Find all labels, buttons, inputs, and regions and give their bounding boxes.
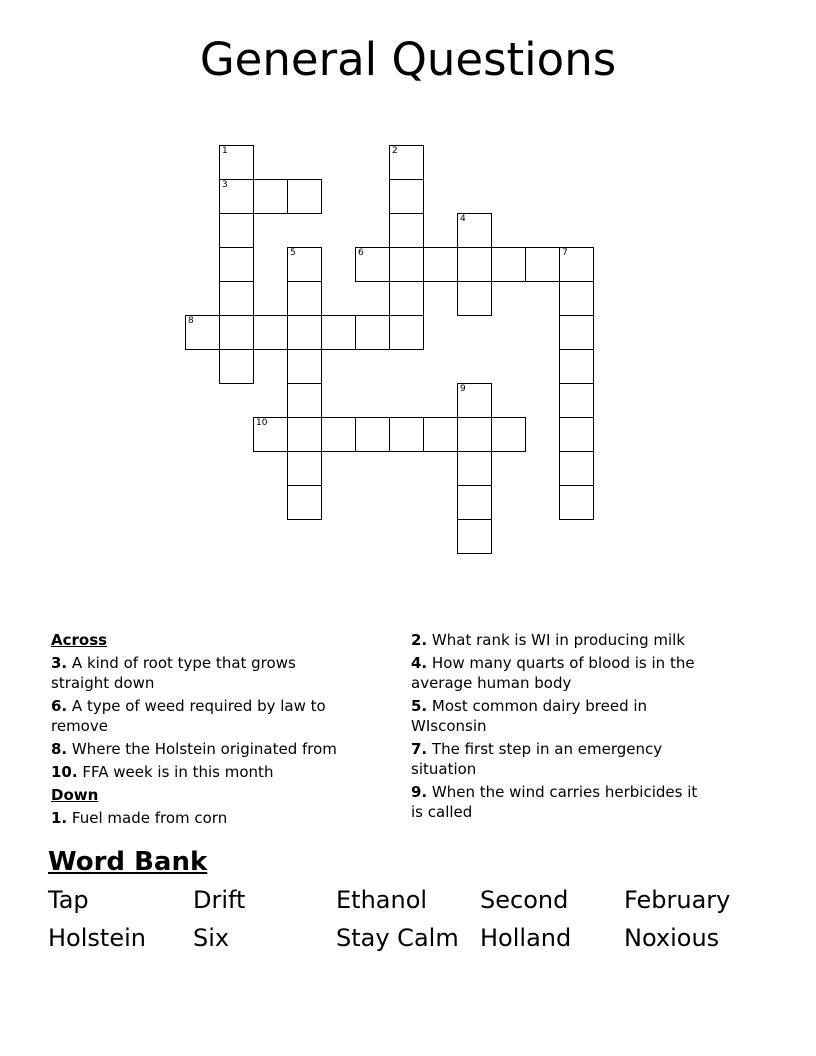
cell-number: 7 (562, 248, 568, 258)
crossword-cell (287, 451, 322, 486)
crossword-grid (185, 145, 594, 554)
crossword-cell (287, 485, 322, 520)
crossword-cell (389, 315, 424, 350)
crossword-cell (457, 247, 492, 282)
crossword-cell (219, 179, 254, 214)
crossword-cell (287, 247, 322, 282)
crossword-cell (287, 383, 322, 418)
crossword-cell (287, 315, 322, 350)
crossword-cell (457, 485, 492, 520)
crossword-cell (457, 213, 492, 248)
crossword-cell (219, 315, 254, 350)
cell-number: 8 (188, 316, 194, 326)
crossword-cell (253, 179, 288, 214)
crossword-cell (287, 349, 322, 384)
cell-number: 3 (222, 180, 228, 190)
crossword-cell (287, 179, 322, 214)
crossword-cell (559, 485, 594, 520)
crossword-cell (491, 417, 526, 452)
crossword-cell (389, 417, 424, 452)
crossword-cell (457, 417, 492, 452)
cell-number: 5 (290, 248, 296, 258)
cell-number: 1 (222, 146, 228, 156)
crossword-cell (491, 247, 526, 282)
crossword-cell (219, 281, 254, 316)
page-title: General Questions (199, 33, 617, 86)
clue-number: 2. (411, 631, 428, 649)
word-bank-word: Tap (48, 886, 89, 914)
crossword-cell (457, 519, 492, 554)
crossword-cell (389, 213, 424, 248)
clue-list-header: Across (51, 631, 108, 649)
word-bank-word: Holland (480, 924, 572, 952)
crossword-cell (219, 349, 254, 384)
clue: 5. Most common dairy breed in WIsconsin (411, 697, 648, 735)
crossword-cell (389, 247, 424, 282)
word-bank-title: Word Bank (48, 847, 208, 877)
crossword-cell (253, 315, 288, 350)
crossword-cell (423, 417, 458, 452)
clue-number: 8. (51, 740, 68, 758)
crossword-cell (355, 315, 390, 350)
crossword-cell (253, 417, 288, 452)
clue: 4. How many quarts of blood is in the average human body (411, 654, 695, 692)
clue: 9. When the wind carries herbicides it is called (411, 783, 698, 821)
clue: 2. What rank is WI in producing milk (411, 631, 686, 649)
clue: 8. Where the Holstein originated from (51, 740, 337, 758)
word-bank-word: Ethanol (336, 886, 428, 914)
clue-number: 4. (411, 654, 428, 672)
crossword-cell (355, 417, 390, 452)
crossword-cell (355, 247, 390, 282)
clue: 7. The first step in an emergency situation (411, 740, 663, 778)
crossword-cell (389, 281, 424, 316)
clue: 1. Fuel made from corn (51, 809, 228, 827)
cell-number: 9 (460, 384, 466, 394)
clue: 10. FFA week is in this month (51, 763, 274, 781)
crossword-cell (559, 281, 594, 316)
clue-number: 3. (51, 654, 68, 672)
crossword-cell (389, 179, 424, 214)
clue-number: 1. (51, 809, 68, 827)
crossword-cell (559, 349, 594, 384)
cell-number: 4 (460, 214, 466, 224)
crossword-cell (321, 315, 356, 350)
crossword-cell (219, 145, 254, 180)
word-bank-word: Stay Calm (336, 924, 459, 952)
crossword-cell (423, 247, 458, 282)
word-bank-word: Noxious (624, 924, 720, 952)
word-bank-word: Holstein (48, 924, 146, 952)
clues-column-left (51, 630, 351, 831)
clue-number: 5. (411, 697, 428, 715)
crossword-cell (559, 383, 594, 418)
crossword-cell (559, 247, 594, 282)
crossword-cell (287, 281, 322, 316)
clues-column-right (411, 630, 705, 825)
crossword-cell (219, 247, 254, 282)
word-bank-word: Six (193, 924, 230, 952)
word-bank-word: Drift (193, 886, 246, 914)
clue-number: 9. (411, 783, 428, 801)
crossword-cell (525, 247, 560, 282)
clue-list-header: Down (51, 786, 99, 804)
cell-number: 6 (358, 248, 364, 258)
word-bank-grid (48, 885, 788, 953)
clue-number: 6. (51, 697, 68, 715)
cell-number: 10 (256, 418, 268, 428)
word-bank-section (48, 845, 788, 953)
crossword-cell (219, 213, 254, 248)
crossword-cell (457, 281, 492, 316)
cell-number: 2 (392, 146, 398, 156)
crossword-cell (559, 451, 594, 486)
clue: 3. A kind of root type that grows straight down (51, 654, 296, 692)
crossword-cell (389, 145, 424, 180)
clue: 6. A type of weed required by law to remove (51, 697, 326, 735)
clue-number: 10. (51, 763, 78, 781)
crossword-cell (457, 383, 492, 418)
word-bank-word: February (624, 886, 731, 914)
crossword-cell (559, 315, 594, 350)
crossword-cell (559, 417, 594, 452)
crossword-cell (185, 315, 220, 350)
crossword-cell (457, 451, 492, 486)
crossword-cell (287, 417, 322, 452)
crossword-cell (321, 417, 356, 452)
clue-number: 7. (411, 740, 428, 758)
word-bank-word: Second (480, 886, 569, 914)
